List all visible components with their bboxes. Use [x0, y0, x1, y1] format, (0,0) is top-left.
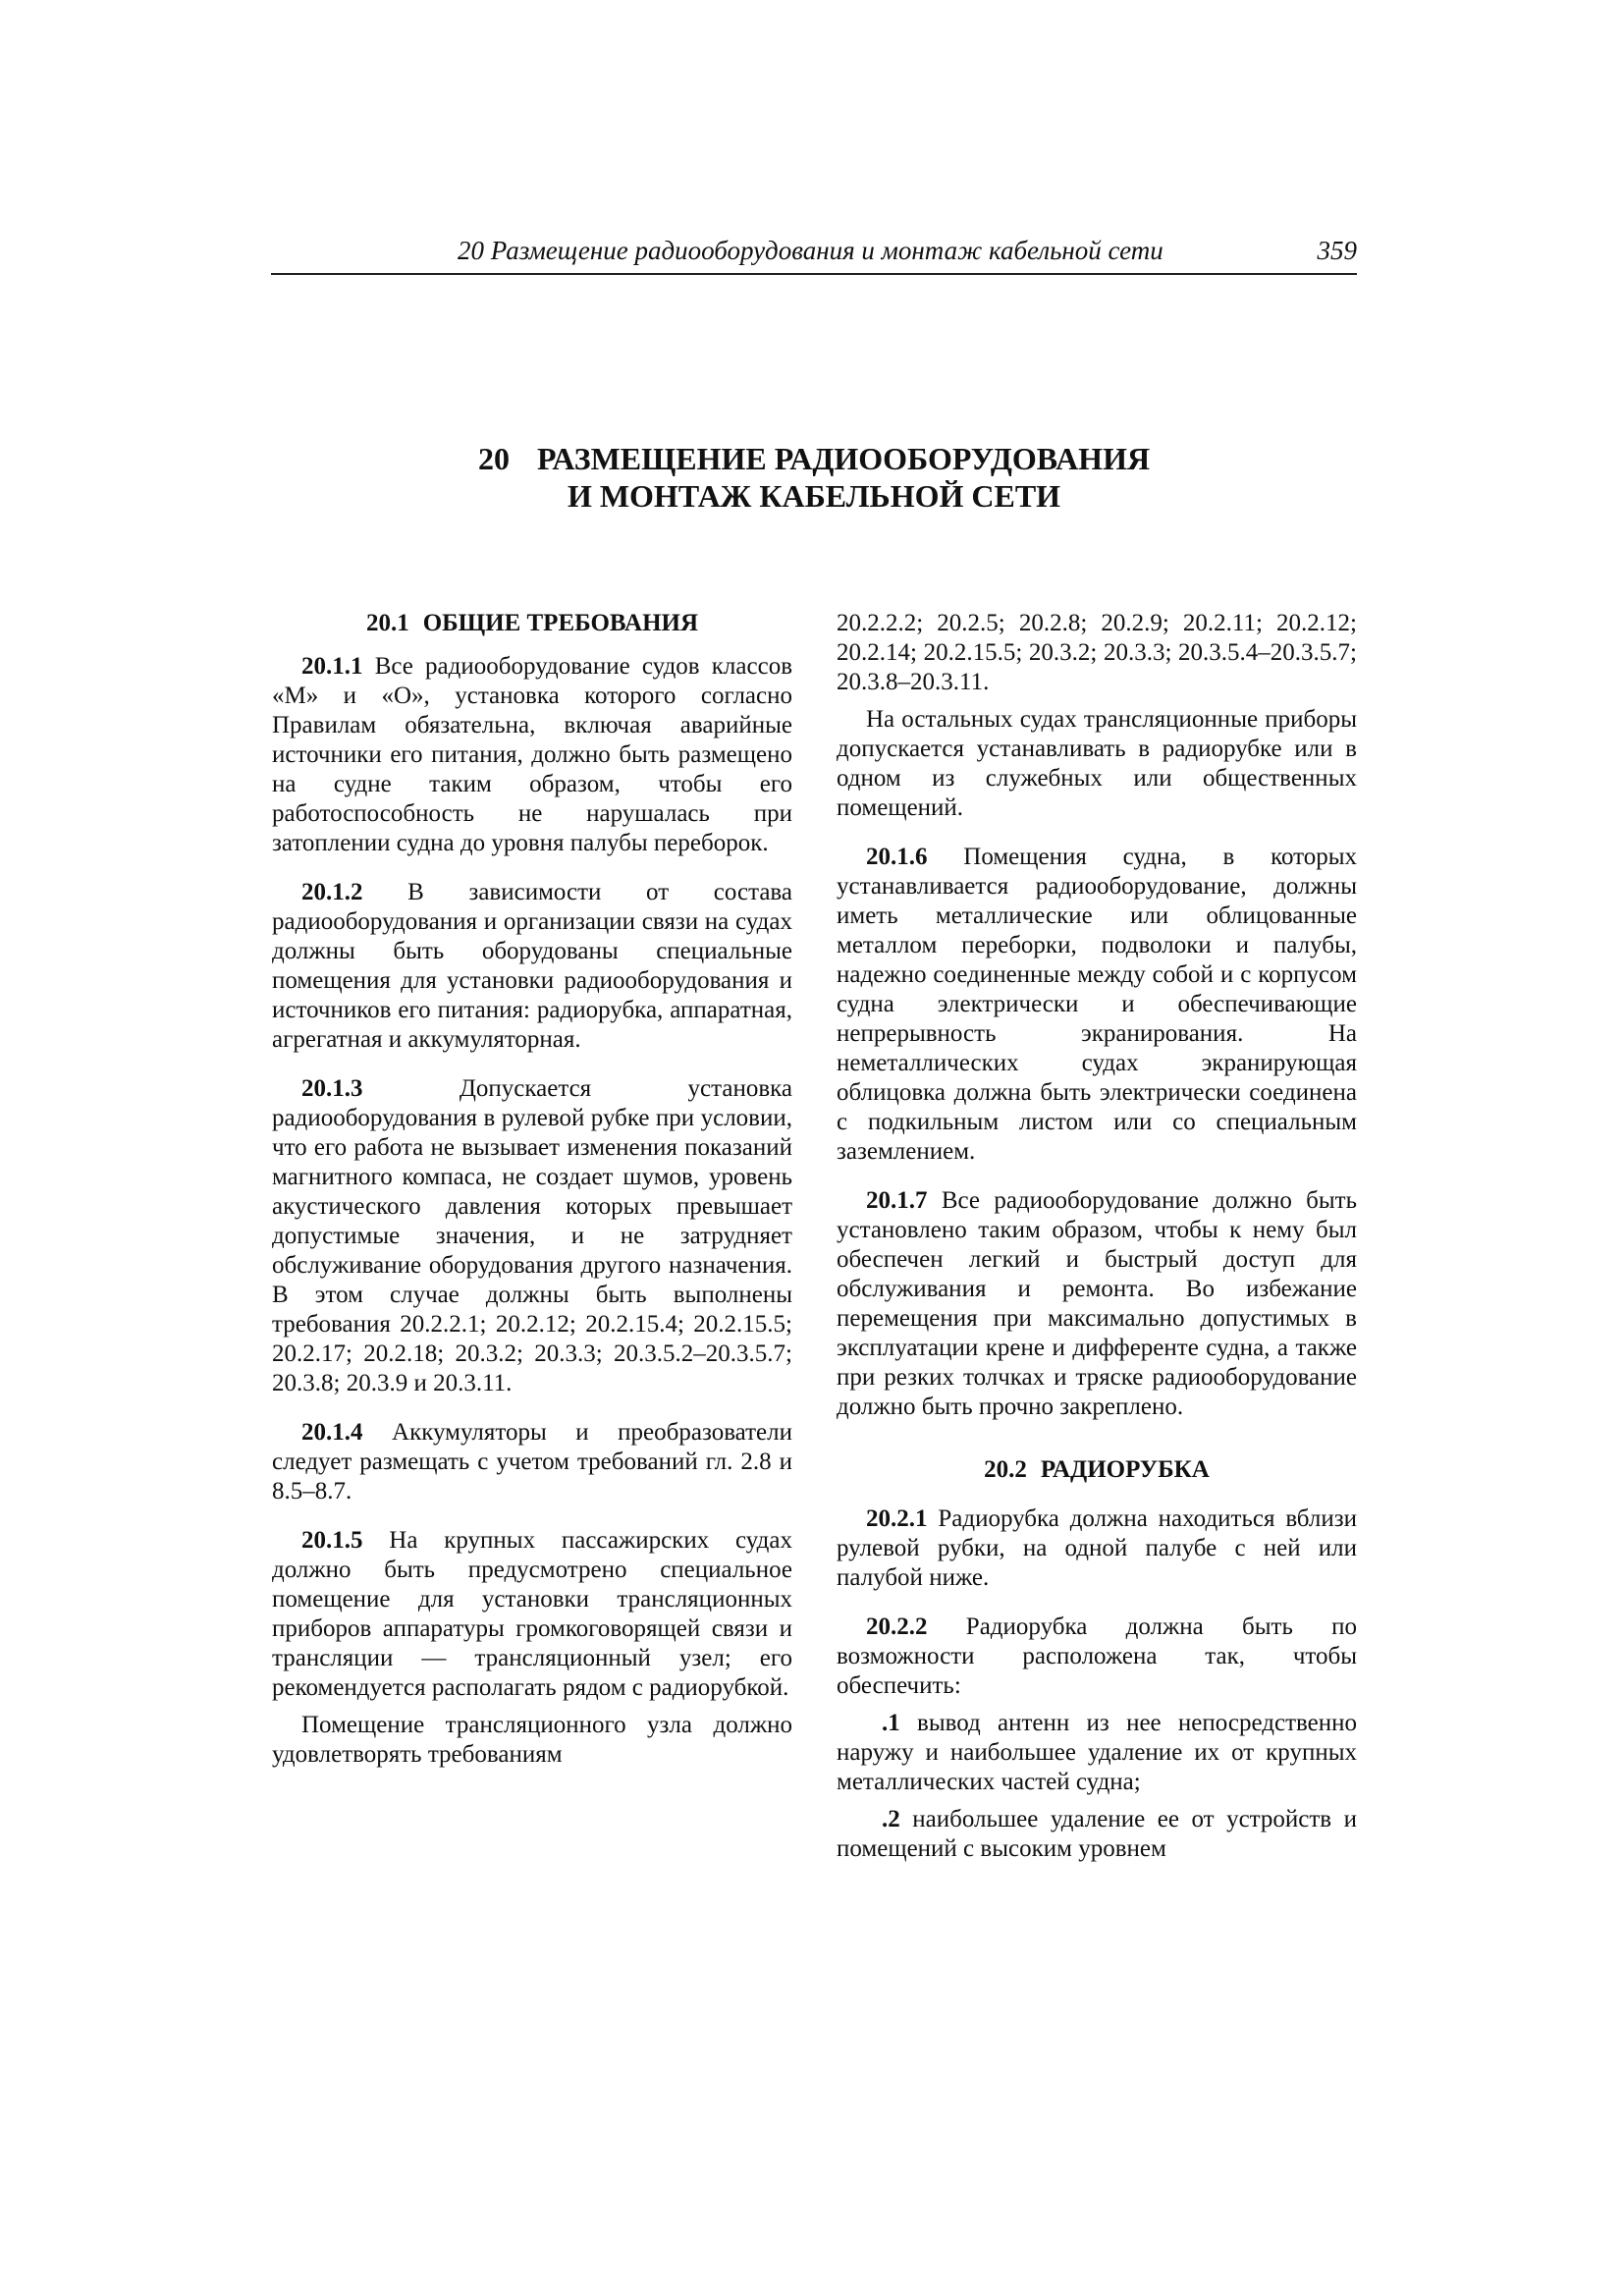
paragraph-20-1-3 — [272, 1074, 792, 1398]
section-number: 20.1 — [365, 610, 409, 636]
item-text: наибольшее удаление ее от устройств и помещений с высоким уровнем — [837, 1806, 1357, 1862]
paragraph-text: Радиорубка должна быть по возможности расположена так, чтобы обеспечить: — [837, 1613, 1358, 1699]
paragraph-number: 20.1.6 — [866, 844, 928, 870]
chapter-title-text-1: РАЗМЕЩЕНИЕ РАДИООБОРУДОВАНИЯ — [536, 441, 1151, 476]
paragraph-text: Допускается установка радиооборудования в рулевой рубке при условии, что его работа не вызывает изменения показаний магнитного компаса, не создает шумов, уровень акустического давления которых превышает допустимые значения, и не затрудняет обслуживание оборудования другого назначения. В этом случае должны быть выполнены требования 20.2.2.1; 20.2.12; 20.2.15.4; 20.2.15.5; 20.2.17; 20.2.18; 20.3.2; 20.3.3; 20.3.5.2–20.3.5.7; 20.3.8; 20.3.9 и 20.3.11. — [272, 1075, 792, 1396]
page-number: 359 — [1317, 236, 1357, 265]
paragraph-20-1-2 — [272, 878, 792, 1055]
section-number: 20.2 — [984, 1456, 1027, 1483]
paragraph-number: 20.1.7 — [866, 1187, 928, 1214]
paragraph-20-1-5-other-ships: На остальных судах трансляционные приборы допускается устанавливать в радиорубке или в одном из служебных или общественных помещений. — [837, 706, 1357, 821]
item-number: .1 — [882, 1710, 900, 1736]
paragraph-text: Все радиооборудование судов классов «М» и «О», установка которого согласно Правилам обязательна, включая аварийные источники его питания, должно быть размещено на судне таким образом, чтобы его работоспособность не нарушалась при затоплении судна до уровня палубы переборок. — [272, 653, 792, 856]
paragraph-text: Все радиооборудование должно быть установлено таким образом, чтобы к нему был обеспечен легкий и быстрый доступ для обслуживания и ремонта. Во избежание перемещения при максимально допустимых в эксплуатации крене и дифференте судна, а также при резких толчках и тряске радиооборудование должно быть прочно закреплено. — [837, 1187, 1357, 1420]
paragraph-number: 20.1.4 — [301, 1419, 363, 1446]
section-title: ОБЩИЕ ТРЕБОВАНИЯ — [422, 610, 699, 636]
list-item-2 — [837, 1805, 1357, 1864]
section-heading-20-2 — [837, 1455, 1357, 1485]
item-text: вывод антенн из нее непосредственно наружу и наибольшее удаление их от крупных металлических частей судна; — [837, 1710, 1358, 1795]
paragraph-text: В зависимости от состава радиооборудования и организации связи на судах должны быть оборудованы специальные помещения для установки радиооборудования и источников его питания: радиорубка, аппаратная, агрегатная и аккумуляторная. — [272, 879, 792, 1053]
paragraph-20-1-7 — [837, 1186, 1357, 1422]
paragraph-20-1-5-continued: Помещение трансляционного узла должно удовлетворять требованиям — [272, 1712, 792, 1768]
left-column — [272, 609, 792, 1770]
item-number: .2 — [882, 1806, 900, 1832]
list-item-1 — [837, 1709, 1357, 1797]
right-column — [837, 609, 1357, 1864]
paragraph-20-1-5 — [272, 1526, 792, 1703]
section-heading-20-1 — [272, 609, 792, 638]
chapter-title-line-1 — [271, 440, 1357, 477]
paragraph-20-2-1 — [837, 1504, 1357, 1593]
chapter-title — [271, 440, 1357, 515]
paragraph-text: Помещения судна, в которых устанавливается радиооборудование, должны иметь металлические или облицованные металлом переборки, подволоки и палубы, надежно соединенные между собой и с корпусом судна электрически и обеспечивающие непрерывность экранирования. На неметаллических судах экранирующая облицовка должна быть электрически соединена с подкильным листом или со специальным заземлением. — [837, 844, 1358, 1165]
running-title: 20 Размещение радиооборудования и монтаж кабельной сети — [458, 236, 1163, 265]
paragraph-20-1-1 — [272, 652, 792, 858]
paragraph-number: 20.2.1 — [866, 1505, 928, 1532]
running-header — [271, 236, 1357, 275]
paragraph-text: На крупных пассажирских судах должно быть предусмотрено специальное помещение для установки трансляционных приборов аппаратуры громкоговорящей связи и трансляции — трансляционный узел; его рекомендуется располагать рядом с радиорубкой. — [272, 1527, 792, 1701]
chapter-number: 20 — [477, 441, 510, 476]
chapter-title-line-2: И МОНТАЖ КАБЕЛЬНОЙ СЕТИ — [567, 478, 1061, 514]
paragraph-number: 20.2.2 — [866, 1613, 928, 1640]
paragraph-number: 20.1.3 — [301, 1075, 363, 1102]
paragraph-text: Аккумуляторы и преобразователи следует размещать с учетом требований гл. 2.8 и 8.5–8.7. — [272, 1419, 792, 1504]
paragraph-20-2-2 — [837, 1613, 1357, 1701]
paragraph-20-1-4 — [272, 1418, 792, 1506]
paragraph-number: 20.1.1 — [301, 653, 363, 680]
paragraph-number: 20.1.5 — [301, 1527, 363, 1554]
section-title: РАДИОРУБКА — [1040, 1456, 1210, 1483]
paragraph-text: Радиорубка должна находиться вблизи рулевой рубки, на одной палубе с ней или палубой ниже. — [837, 1505, 1358, 1591]
paragraph-20-1-6 — [837, 843, 1357, 1167]
paragraph-number: 20.1.2 — [301, 879, 363, 905]
paragraph-20-1-5-requirements: 20.2.2.2; 20.2.5; 20.2.8; 20.2.9; 20.2.11; 20.2.12; 20.2.14; 20.2.15.5; 20.3.2; 20.3.3; 20.3.5.4–20.3.5.7; 20.3.8–20.3.11. — [837, 610, 1357, 695]
